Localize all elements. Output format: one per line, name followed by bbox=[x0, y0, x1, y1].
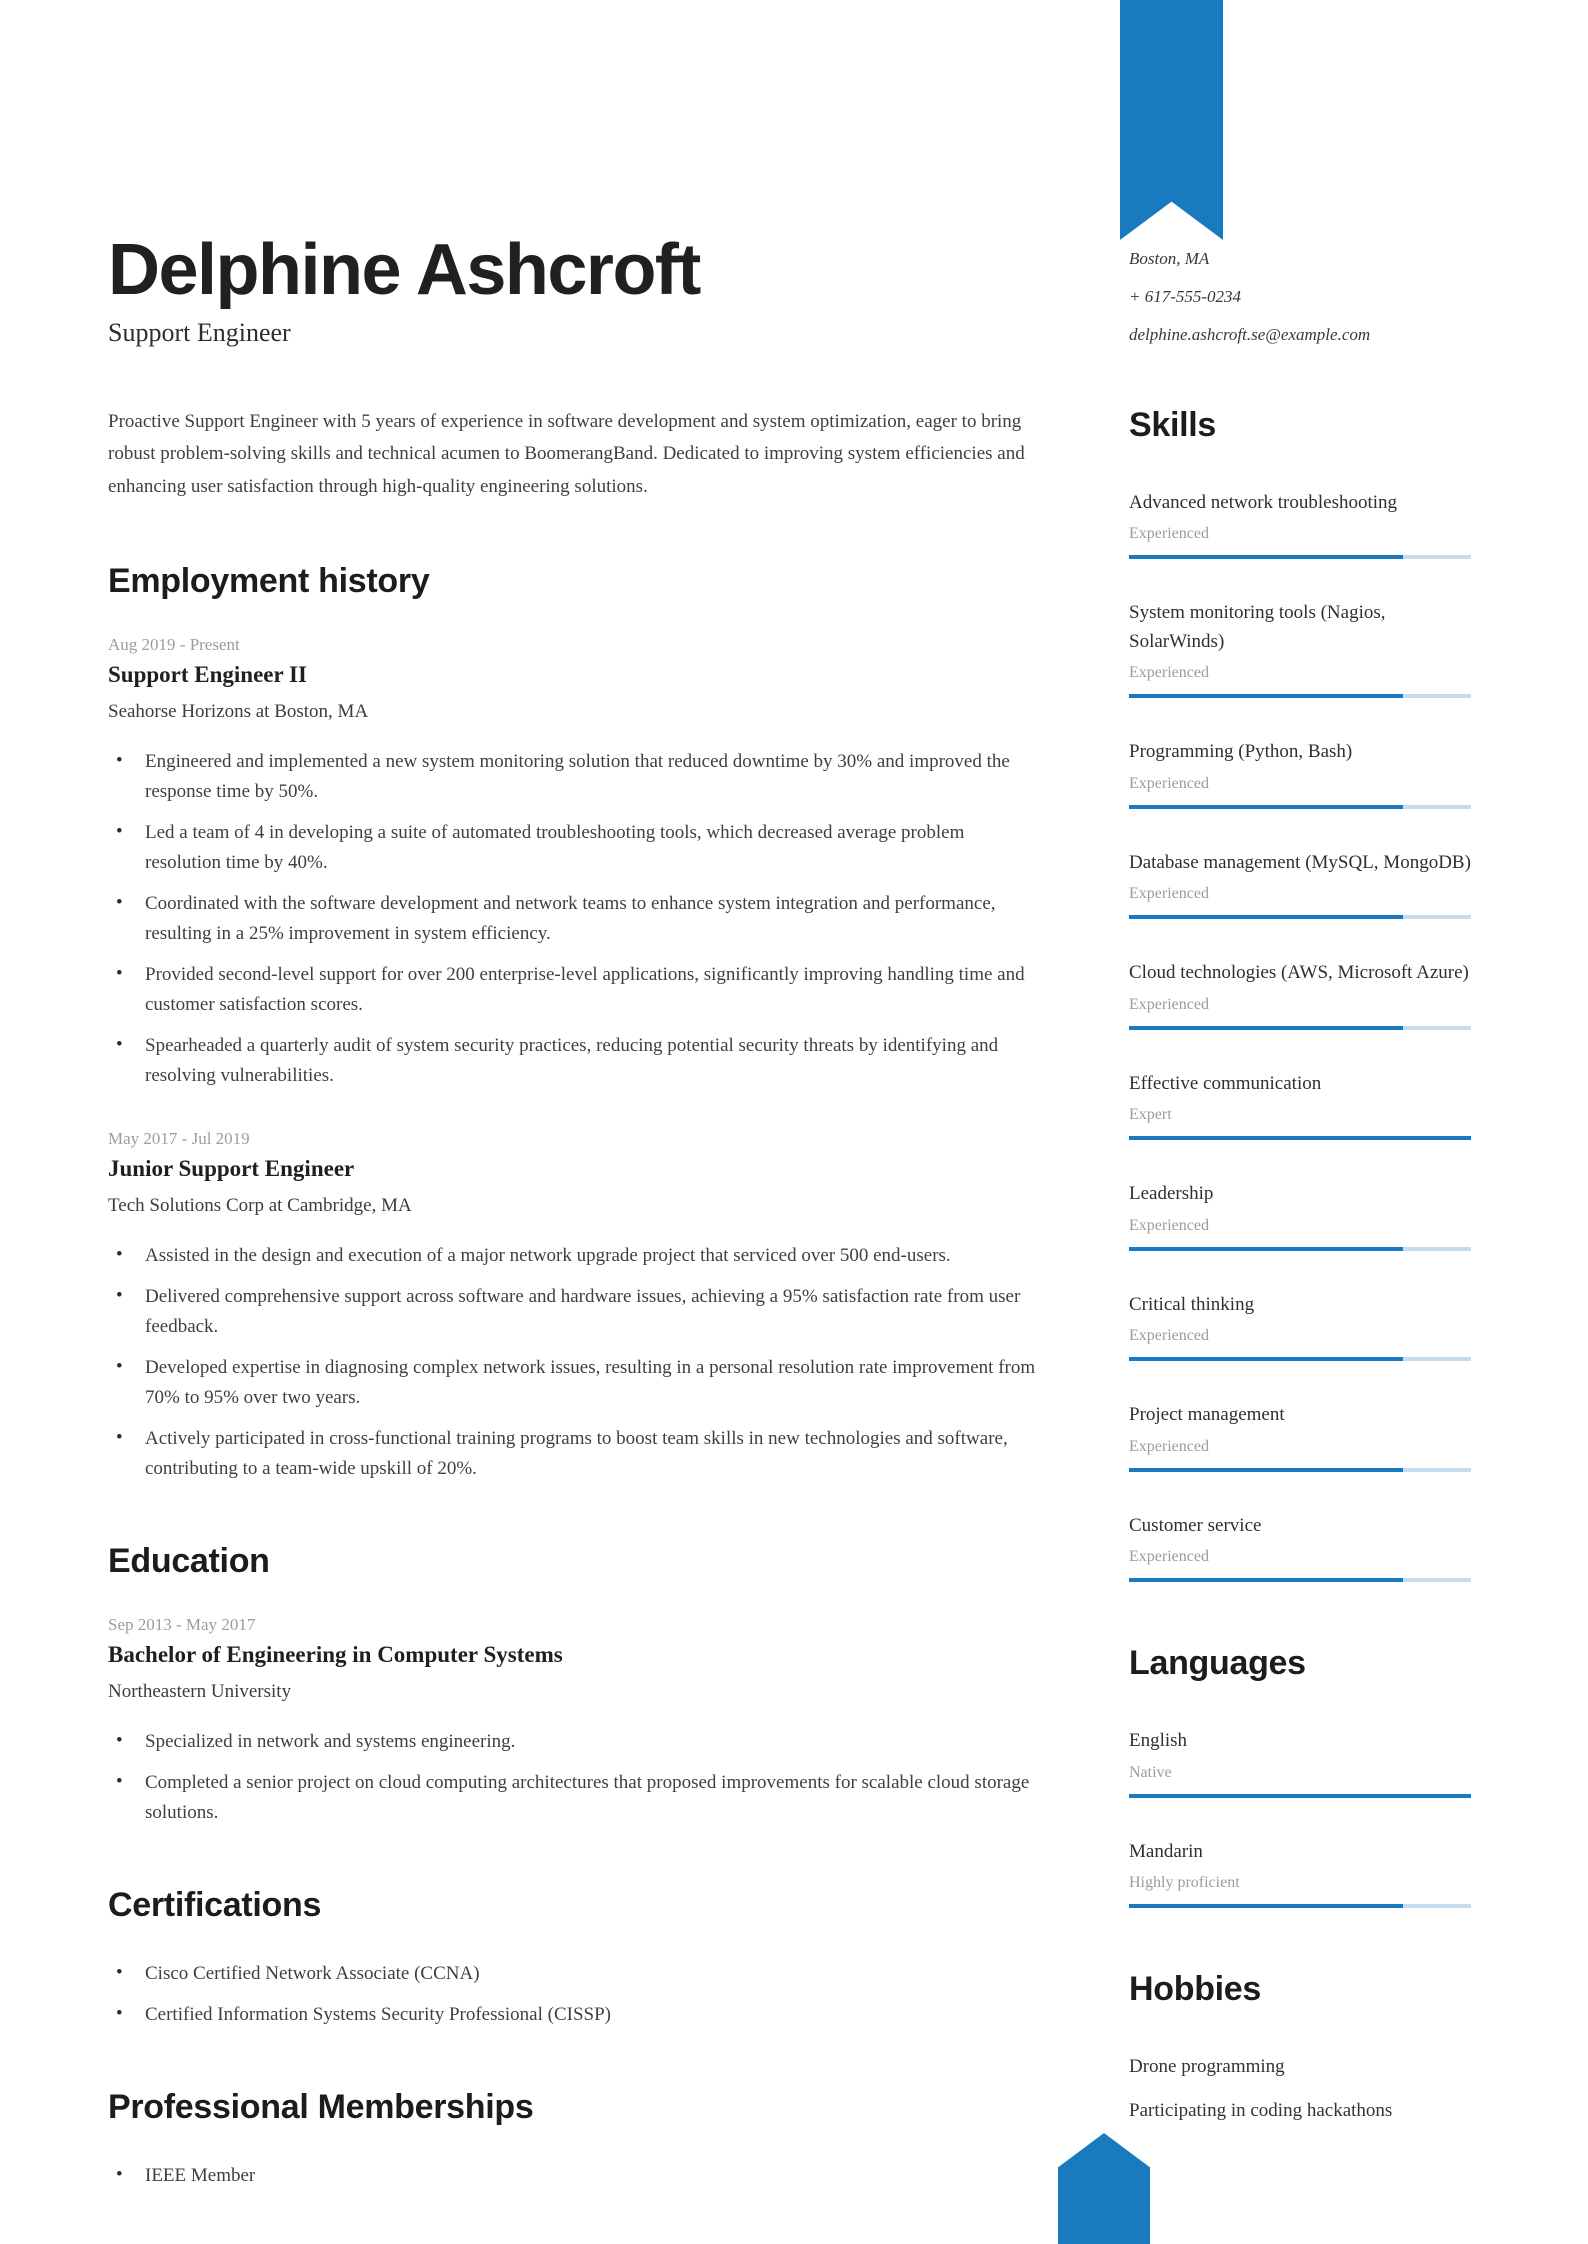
profile-summary: Proactive Support Engineer with 5 years of experience in software development and system optimization, eager to bring robust problem-solving skills and technical acumen to BoomerangBand. Dedicated to improving system efficiencies and enhancing user satisfaction through high-quality engineering solutions. bbox=[108, 410, 1025, 498]
language-item bbox=[1129, 1838, 1471, 1909]
certification-item: • Certified Information Systems Security Professional (CISSP) bbox=[108, 2000, 1043, 2030]
language-level: Highly proficient bbox=[1129, 1874, 1240, 1892]
skill-level: Experienced bbox=[1129, 1327, 1209, 1345]
language-progress-fill bbox=[1129, 1794, 1471, 1798]
degree-title: Bachelor of Engineering in Computer Systems bbox=[108, 1642, 563, 1668]
job-company: Seahorse Horizons at Boston, MA bbox=[108, 700, 369, 722]
job-title-subtitle: Support Engineer bbox=[108, 317, 291, 347]
job-bullet-list bbox=[108, 1241, 1043, 1484]
language-progress-fill bbox=[1129, 1904, 1403, 1908]
job-bullet: • Engineered and implemented a new system monitoring solution that reduced downtime by 30% and improved the response time by 50%. bbox=[108, 747, 1043, 807]
skill-level: Experienced bbox=[1129, 1437, 1209, 1455]
job-bullet: • Spearheaded a quarterly audit of system security practices, reducing potential security threats by identifying and resolving vulnerabilities. bbox=[108, 1031, 1043, 1091]
skill-name: Database management (MySQL, MongoDB) bbox=[1129, 851, 1471, 873]
candidate-name: Delphine Ashcroft bbox=[108, 230, 700, 310]
memberships-list bbox=[108, 2161, 1043, 2191]
job-entry bbox=[108, 1129, 1043, 1484]
skill-name: Programming (Python, Bash) bbox=[1129, 741, 1353, 763]
job-title: Junior Support Engineer bbox=[108, 1155, 355, 1181]
skill-item bbox=[1129, 1512, 1471, 1583]
language-name: English bbox=[1129, 1730, 1188, 1752]
skill-progress-fill bbox=[1129, 1357, 1403, 1361]
skill-level: Experienced bbox=[1129, 995, 1209, 1013]
skill-level: Experienced bbox=[1129, 885, 1209, 903]
job-bullet-list bbox=[108, 747, 1043, 1091]
languages-heading: Languages bbox=[1129, 1644, 1306, 1683]
employment-section bbox=[108, 562, 1043, 1484]
skill-progress-bar bbox=[1129, 555, 1471, 559]
job-title: Support Engineer II bbox=[108, 661, 307, 687]
skill-progress-fill bbox=[1129, 1026, 1403, 1030]
language-progress-bar bbox=[1129, 1904, 1471, 1908]
language-name: Mandarin bbox=[1129, 1840, 1203, 1862]
skill-progress-bar bbox=[1129, 805, 1471, 809]
job-dates: Aug 2019 - Present bbox=[108, 634, 240, 654]
skill-level: Expert bbox=[1129, 1106, 1172, 1124]
skill-level: Experienced bbox=[1129, 1216, 1209, 1234]
skill-progress-bar bbox=[1129, 694, 1471, 698]
skill-name: System monitoring tools (Nagios, SolarWinds) bbox=[1129, 602, 1386, 652]
skill-name: Effective communication bbox=[1129, 1072, 1322, 1094]
skill-name: Advanced network troubleshooting bbox=[1129, 491, 1398, 513]
skill-progress-bar bbox=[1129, 1247, 1471, 1251]
skill-item bbox=[1129, 1401, 1471, 1472]
skill-progress-bar bbox=[1129, 1578, 1471, 1582]
skill-level: Experienced bbox=[1129, 774, 1209, 792]
skill-name: Cloud technologies (AWS, Microsoft Azure) bbox=[1129, 962, 1469, 984]
skill-item bbox=[1129, 849, 1471, 920]
contact-block bbox=[1129, 250, 1471, 344]
skill-progress-bar bbox=[1129, 915, 1471, 919]
skill-progress-bar bbox=[1129, 1136, 1471, 1140]
skill-level: Experienced bbox=[1129, 525, 1209, 543]
skill-progress-fill bbox=[1129, 1468, 1403, 1472]
contact-location: Boston, MA bbox=[1129, 249, 1210, 268]
job-bullet: • Coordinated with the software development and network teams to enhance system integration and performance, resulting in a 25% improvement in system efficiency. bbox=[108, 889, 1043, 949]
skill-progress-bar bbox=[1129, 1026, 1471, 1030]
skill-level: Experienced bbox=[1129, 664, 1209, 682]
job-bullet: • Delivered comprehensive support across software and hardware issues, achieving a 95% satisfaction rate from user feedback. bbox=[108, 1282, 1043, 1342]
job-bullet: • Developed expertise in diagnosing complex network issues, resulting in a personal resolution rate improvement from 70% to 95% over two years. bbox=[108, 1353, 1043, 1413]
school-name: Northeastern University bbox=[108, 1681, 292, 1703]
education-entry bbox=[108, 1615, 1043, 1828]
skill-progress-bar bbox=[1129, 1468, 1471, 1472]
skill-progress-fill bbox=[1129, 1578, 1403, 1582]
main-column bbox=[108, 0, 1043, 2202]
language-progress-bar bbox=[1129, 1794, 1471, 1798]
job-bullet: • Assisted in the design and execution of a major network upgrade project that serviced over 500 end-users. bbox=[108, 1241, 1043, 1271]
certifications-section bbox=[108, 1886, 1043, 2030]
hobby-item: Drone programming bbox=[1129, 2056, 1285, 2078]
sidebar-column bbox=[1129, 0, 1471, 2140]
hobbies-heading: Hobbies bbox=[1129, 1970, 1262, 2009]
skill-item bbox=[1129, 1180, 1471, 1251]
skill-name: Project management bbox=[1129, 1404, 1285, 1426]
skill-name: Customer service bbox=[1129, 1514, 1262, 1536]
skills-heading: Skills bbox=[1129, 405, 1217, 444]
education-section bbox=[108, 1542, 1043, 1828]
skill-item bbox=[1129, 959, 1471, 1030]
job-entry bbox=[108, 635, 1043, 1091]
certifications-list bbox=[108, 1959, 1043, 2030]
contact-email: delphine.ashcroft.se@example.com bbox=[1129, 324, 1371, 344]
skill-progress-fill bbox=[1129, 555, 1403, 559]
certification-item: • Cisco Certified Network Associate (CCNA) bbox=[108, 1959, 1043, 1989]
skill-item bbox=[1129, 1070, 1471, 1141]
skill-item bbox=[1129, 738, 1471, 809]
contact-phone: + 617-555-0234 bbox=[1129, 286, 1242, 306]
skill-progress-fill bbox=[1129, 915, 1403, 919]
skill-progress-fill bbox=[1129, 1136, 1471, 1140]
skill-progress-fill bbox=[1129, 694, 1403, 698]
skill-progress-fill bbox=[1129, 805, 1403, 809]
job-bullet: • Actively participated in cross-functional training programs to boost team skills in new technologies and software, contributing to a team-wide upskill of 20%. bbox=[108, 1424, 1043, 1484]
skill-progress-bar bbox=[1129, 1357, 1471, 1361]
skill-item bbox=[1129, 489, 1471, 560]
skill-name: Leadership bbox=[1129, 1183, 1214, 1205]
memberships-heading: Professional Memberships bbox=[108, 2088, 534, 2127]
skill-name: Critical thinking bbox=[1129, 1293, 1255, 1315]
skill-level: Experienced bbox=[1129, 1548, 1209, 1566]
employment-heading: Employment history bbox=[108, 561, 430, 600]
certifications-heading: Certifications bbox=[108, 1886, 322, 1925]
memberships-section bbox=[108, 2088, 1043, 2191]
bottom-pentagon-decoration bbox=[1058, 2133, 1150, 2244]
education-bullet: • Completed a senior project on cloud computing architectures that proposed improvements for scalable cloud storage solutions. bbox=[108, 1768, 1043, 1828]
skill-item bbox=[1129, 1291, 1471, 1362]
language-item bbox=[1129, 1727, 1471, 1798]
language-level: Native bbox=[1129, 1763, 1172, 1781]
job-company: Tech Solutions Corp at Cambridge, MA bbox=[108, 1194, 412, 1216]
education-dates: Sep 2013 - May 2017 bbox=[108, 1615, 256, 1635]
education-bullet-list bbox=[108, 1727, 1043, 1828]
education-heading: Education bbox=[108, 1542, 270, 1581]
skill-item bbox=[1129, 599, 1471, 698]
hobby-item: Participating in coding hackathons bbox=[1129, 2099, 1393, 2121]
job-bullet: • Led a team of 4 in developing a suite of automated troubleshooting tools, which decreased average problem resolution time by 40%. bbox=[108, 818, 1043, 878]
education-bullet: • Specialized in network and systems engineering. bbox=[108, 1727, 1043, 1757]
membership-item: • IEEE Member bbox=[108, 2161, 1043, 2191]
job-dates: May 2017 - Jul 2019 bbox=[108, 1128, 250, 1148]
skill-progress-fill bbox=[1129, 1247, 1403, 1251]
job-bullet: • Provided second-level support for over 200 enterprise-level applications, significantly improving handling time and customer satisfaction scores. bbox=[108, 960, 1043, 1020]
